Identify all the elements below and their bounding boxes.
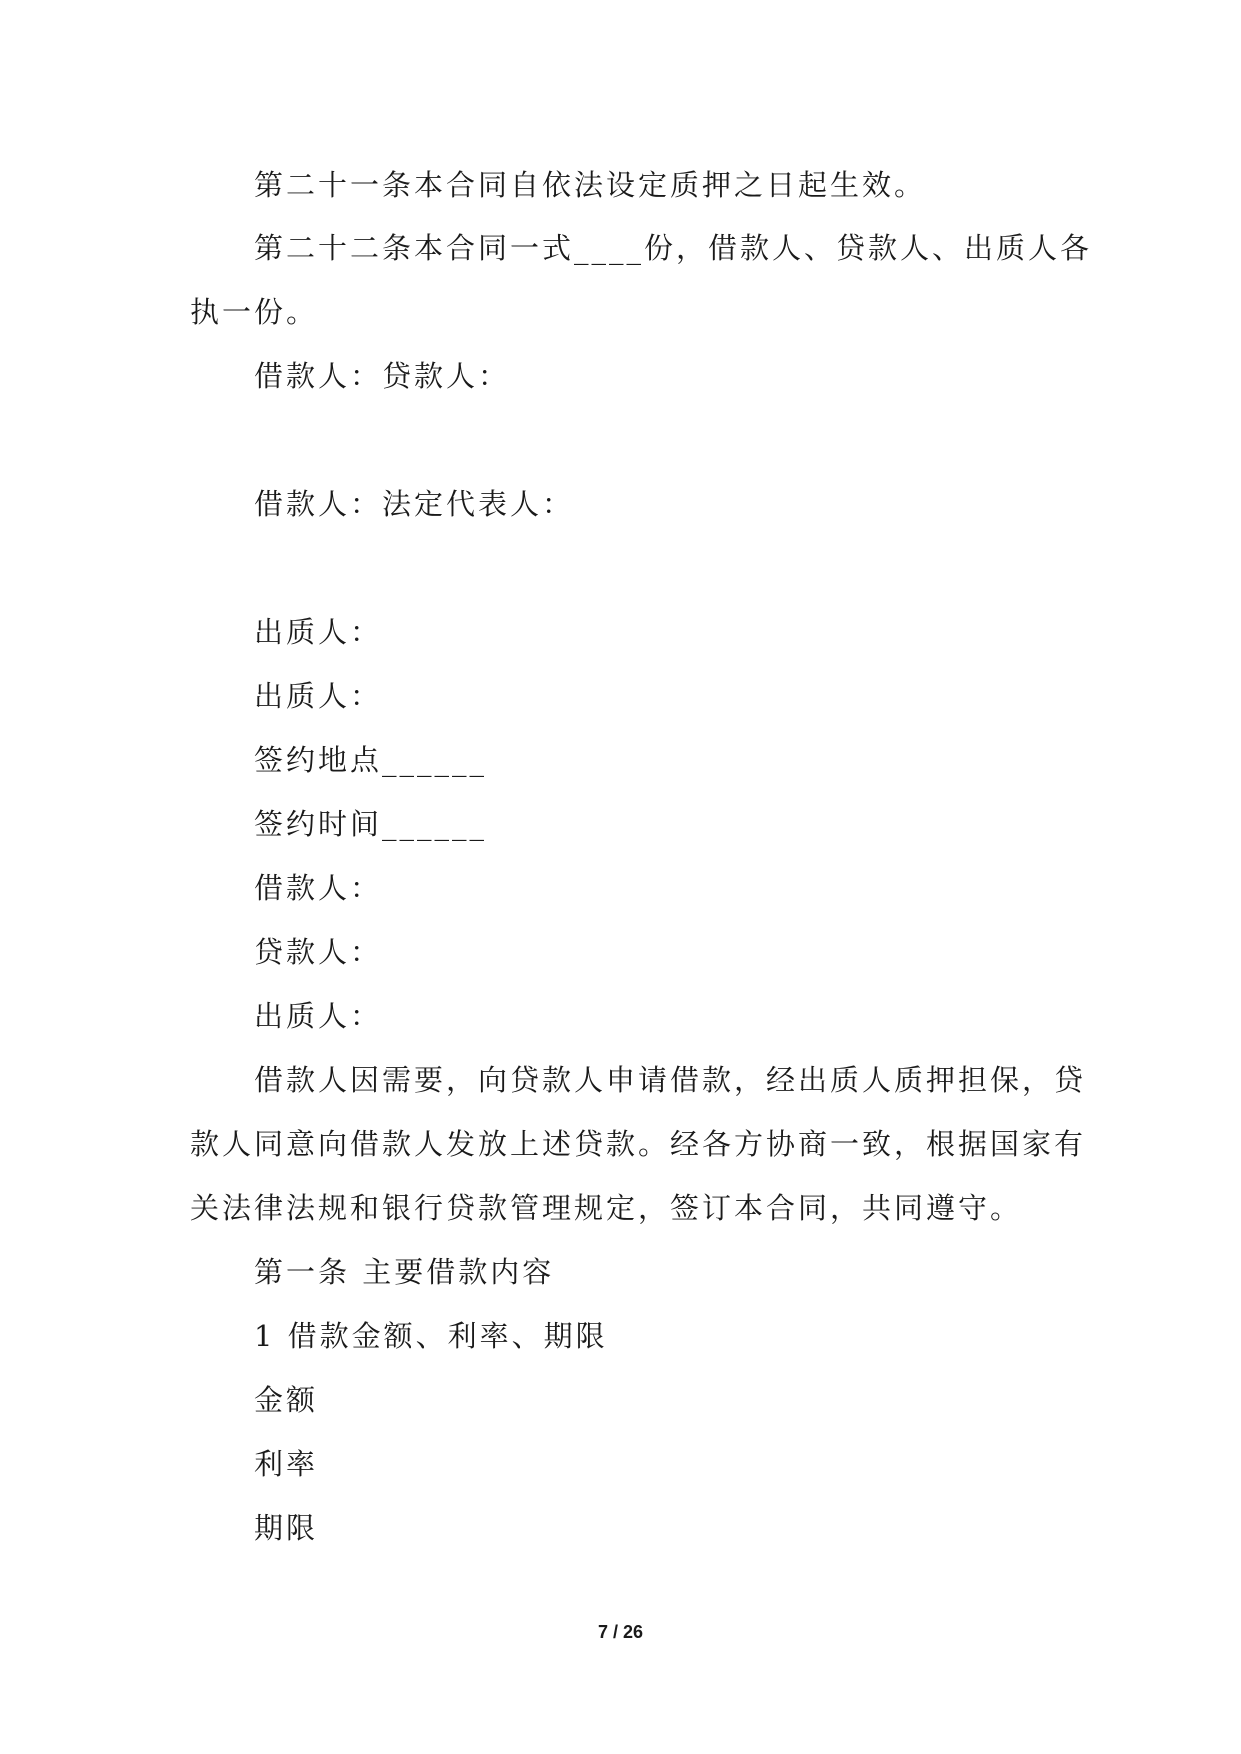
preamble-line3: 关法律法规和银行贷款管理规定，签订本合同，共同遵守。 xyxy=(190,1191,1023,1225)
item-term: 期限 xyxy=(254,1511,319,1545)
article-1-heading: 第一条 主要借款内容 xyxy=(254,1255,555,1289)
signature-borrower-legal-rep: 借款人：法定代表人： xyxy=(254,487,575,521)
article-22-line1: 第二十二条本合同一式____份，借款人、贷款人、出质人各 xyxy=(254,231,1093,265)
section-1-1: 1 借款金额、利率、期限 xyxy=(254,1319,608,1353)
party-borrower: 借款人： xyxy=(254,871,383,905)
article-22-line2: 执一份。 xyxy=(190,295,319,329)
preamble-line2: 款人同意向借款人发放上述贷款。经各方协商一致，根据国家有 xyxy=(190,1127,1087,1161)
signature-borrower-lender: 借款人：贷款人： xyxy=(254,359,511,393)
item-interest-rate: 利率 xyxy=(254,1447,319,1481)
party-pledgor: 出质人： xyxy=(254,999,383,1033)
signature-pledgor-2: 出质人： xyxy=(254,679,383,713)
page-number: 7 / 26 xyxy=(597,1622,644,1642)
item-amount: 金额 xyxy=(254,1383,319,1417)
article-21: 第二十一条本合同自依法设定质押之日起生效。 xyxy=(254,168,927,202)
signing-place: 签约地点______ xyxy=(254,743,488,777)
signing-time: 签约时间______ xyxy=(254,807,488,841)
preamble-line1: 借款人因需要，向贷款人申请借款，经出质人质押担保，贷 xyxy=(254,1063,1087,1097)
party-lender: 贷款人： xyxy=(254,935,383,969)
signature-pledgor-1: 出质人： xyxy=(254,615,383,649)
